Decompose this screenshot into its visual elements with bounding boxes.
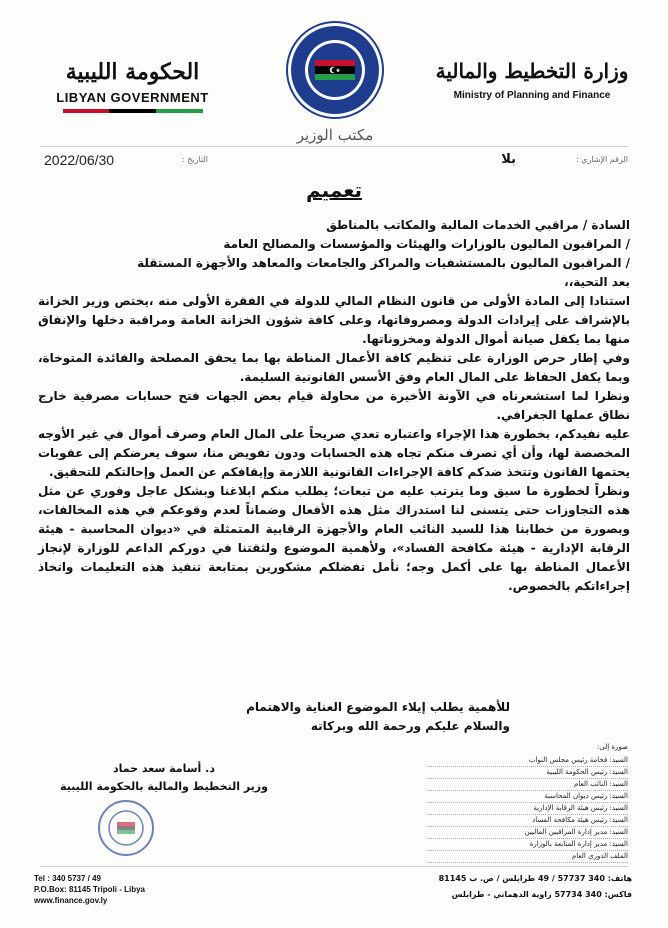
ministry-name-en: Ministry of Planning and Finance [453, 90, 611, 101]
copies-item: الملف الدوري العام [428, 851, 628, 863]
footer-tel-ar: 340 57737 / 49 طرابلس / ص. ب 81145 [438, 874, 605, 883]
body-paragraph: وفي إطار حرص الوزارة على تنظيم كافة الأعمال المناطة بها بما يحقق المصلحة والفائدة المتوخاة، وبما يكفل الحفاظ على المال العام وفق الأسس القانونية السليمة. [38, 351, 630, 384]
closing-line: للأهمية يطلب إيلاء الموضوع العناية والاهتمام [246, 700, 510, 714]
header-divider [40, 146, 628, 147]
footer-fax-label: فاكس: [604, 890, 632, 899]
signatory-name: د. أسامة سعد حماد [113, 762, 215, 775]
body-paragraph: ونظرا لما استشعرناه في الآونة الأخيرة من محاولة قيام بعض الجهات فتح حسابات مصرفية خارج نطاق عملها الجغرافي. [38, 389, 630, 422]
addressee-line: / المراقبون الماليون بالمستشفيات والمراكز والجامعات والمعاهد والأجهزة المستقلة [137, 256, 630, 270]
copies-label: صورة إلى: [596, 743, 628, 751]
closing-block [38, 698, 630, 736]
signature-block [44, 760, 284, 796]
footer-divider [40, 866, 628, 867]
reference-row [44, 152, 628, 168]
document-title: تعميم [305, 178, 363, 202]
flag-stripe [63, 109, 203, 113]
government-name-ar: الحكومة الليبية [65, 59, 200, 85]
date-label: التاريخ : [182, 155, 209, 164]
footer-contact-ar [439, 871, 632, 903]
reference-label: الرقم الإشاري : [575, 155, 628, 164]
stamp-icon [96, 798, 156, 858]
copies-item: السيد: النائب العام [428, 779, 628, 791]
date-value: 2022/06/30 [44, 152, 115, 168]
government-logo [40, 58, 225, 113]
ministry-seal-icon [285, 20, 385, 120]
copies-item: السيد: رئيس هيئة مكافحة الفساد [428, 815, 628, 827]
reference-number: بلا [501, 152, 516, 167]
greeting: بعد التحية،، [564, 275, 630, 289]
document-body [38, 216, 630, 596]
copies-item: السيد: فخامة رئيس مجلس النواب [428, 755, 628, 767]
body-paragraph: ونظراً لخطورة ما سبق وما يترتب عليه من تبعات؛ يطلب منكم ابلاغنا وبشكل عاجل وفوري عن مثل هذه التجاوزات حتى يتسنى لنا استدراك مثل هذه الأفعال وضماناً لعدم وقوعكم في هذه المخالفات، وبصورة من خطابنا هذا للسيد النائب العام والأجهزة الرقابية المتمثلة في «ديوان المحاسبة - هيئة الرقابة الإدارية - هيئة مكافحة الفساد»، ولأهمية الموضوع ولثقتنا في دوركم الداعم للوزارة لإنجاز الأعمال المناطة بها على أكمل وجه؛ نأمل تفضلكم مشكورين بمتابعة تنفيذ هذه التعليمات واتخاذ إجراءاتكم بالخصوص. [38, 484, 630, 593]
copies-item: السيد: رئيس ديوان المحاسبة [428, 791, 628, 803]
footer-contact-en [34, 873, 145, 906]
copies-item: السيد: رئيس الحكومة الليبية [428, 767, 628, 779]
signatory-position: وزير التخطيط والمالية بالحكومة الليبية [60, 780, 268, 793]
footer [0, 868, 668, 928]
copies-item: السيد: مدير إدارة المتابعة بالوزارة [428, 839, 628, 851]
footer-pobox: P.O.Box: 81145 Tripoli - Libya [34, 885, 146, 894]
ministry-name-ar: وزارة التخطيط والمالية [435, 59, 629, 83]
copies-list [428, 742, 628, 863]
copies-item: السيد: مدير إدارة المراقبين الماليين [428, 827, 628, 839]
copies-item: السيد: رئيس هيئة الرقابة الإدارية [428, 803, 628, 815]
body-paragraph: عليه نفيدكم، بخطورة هذا الإجراء واعتباره تعدي صريحاً على المال العام وصرف أموال في غير الأوجه المخصصة لها، وأن أي تصرف منكم تجاه هذه الحسابات ودون تفويض منا، سوف يعرضكم إلى عقوبات يحتمها القانون وتتخذ ضدكم كافة الإجراءات القانونية اللازمة وإيقافكم عن العمل وإحالتكم للتحقيق. [38, 427, 630, 479]
addressee-line: السادة / مراقبي الخدمات المالية والمكاتب بالمناطق [326, 218, 630, 232]
footer-tel: Tel : 340 5737 / 49 [34, 874, 102, 883]
footer-tel-label: هاتف: [607, 874, 632, 883]
addressee-line: / المراقبون الماليون بالوزارات والهيئات والمؤسسات والمصالح العامة [223, 237, 630, 251]
office-title: مكتب الوزير [296, 126, 374, 144]
government-name-en: LIBYAN GOVERNMENT [56, 90, 209, 105]
footer-website: www.finance.gov.ly [34, 896, 108, 905]
body-paragraph: استنادا إلى المادة الأولى من قانون النظام المالي للدولة في الفقرة الأولى منه ،يختص وزير الخزانة بالإشراف على إيرادات الدولة ومصروفاتها، وعلى كافة شؤون الخزانة العامة ومراقبة دخلها والإنفاق منها بما يكفل صيانة أموال الدولة ومخزوناتها. [38, 294, 630, 346]
ministry-logo [432, 58, 632, 101]
footer-fax-ar: 340 57734 زاوية الدهماني - طرابلس [451, 890, 602, 899]
closing-line: والسلام عليكم ورحمة الله وبركاته [310, 719, 510, 733]
